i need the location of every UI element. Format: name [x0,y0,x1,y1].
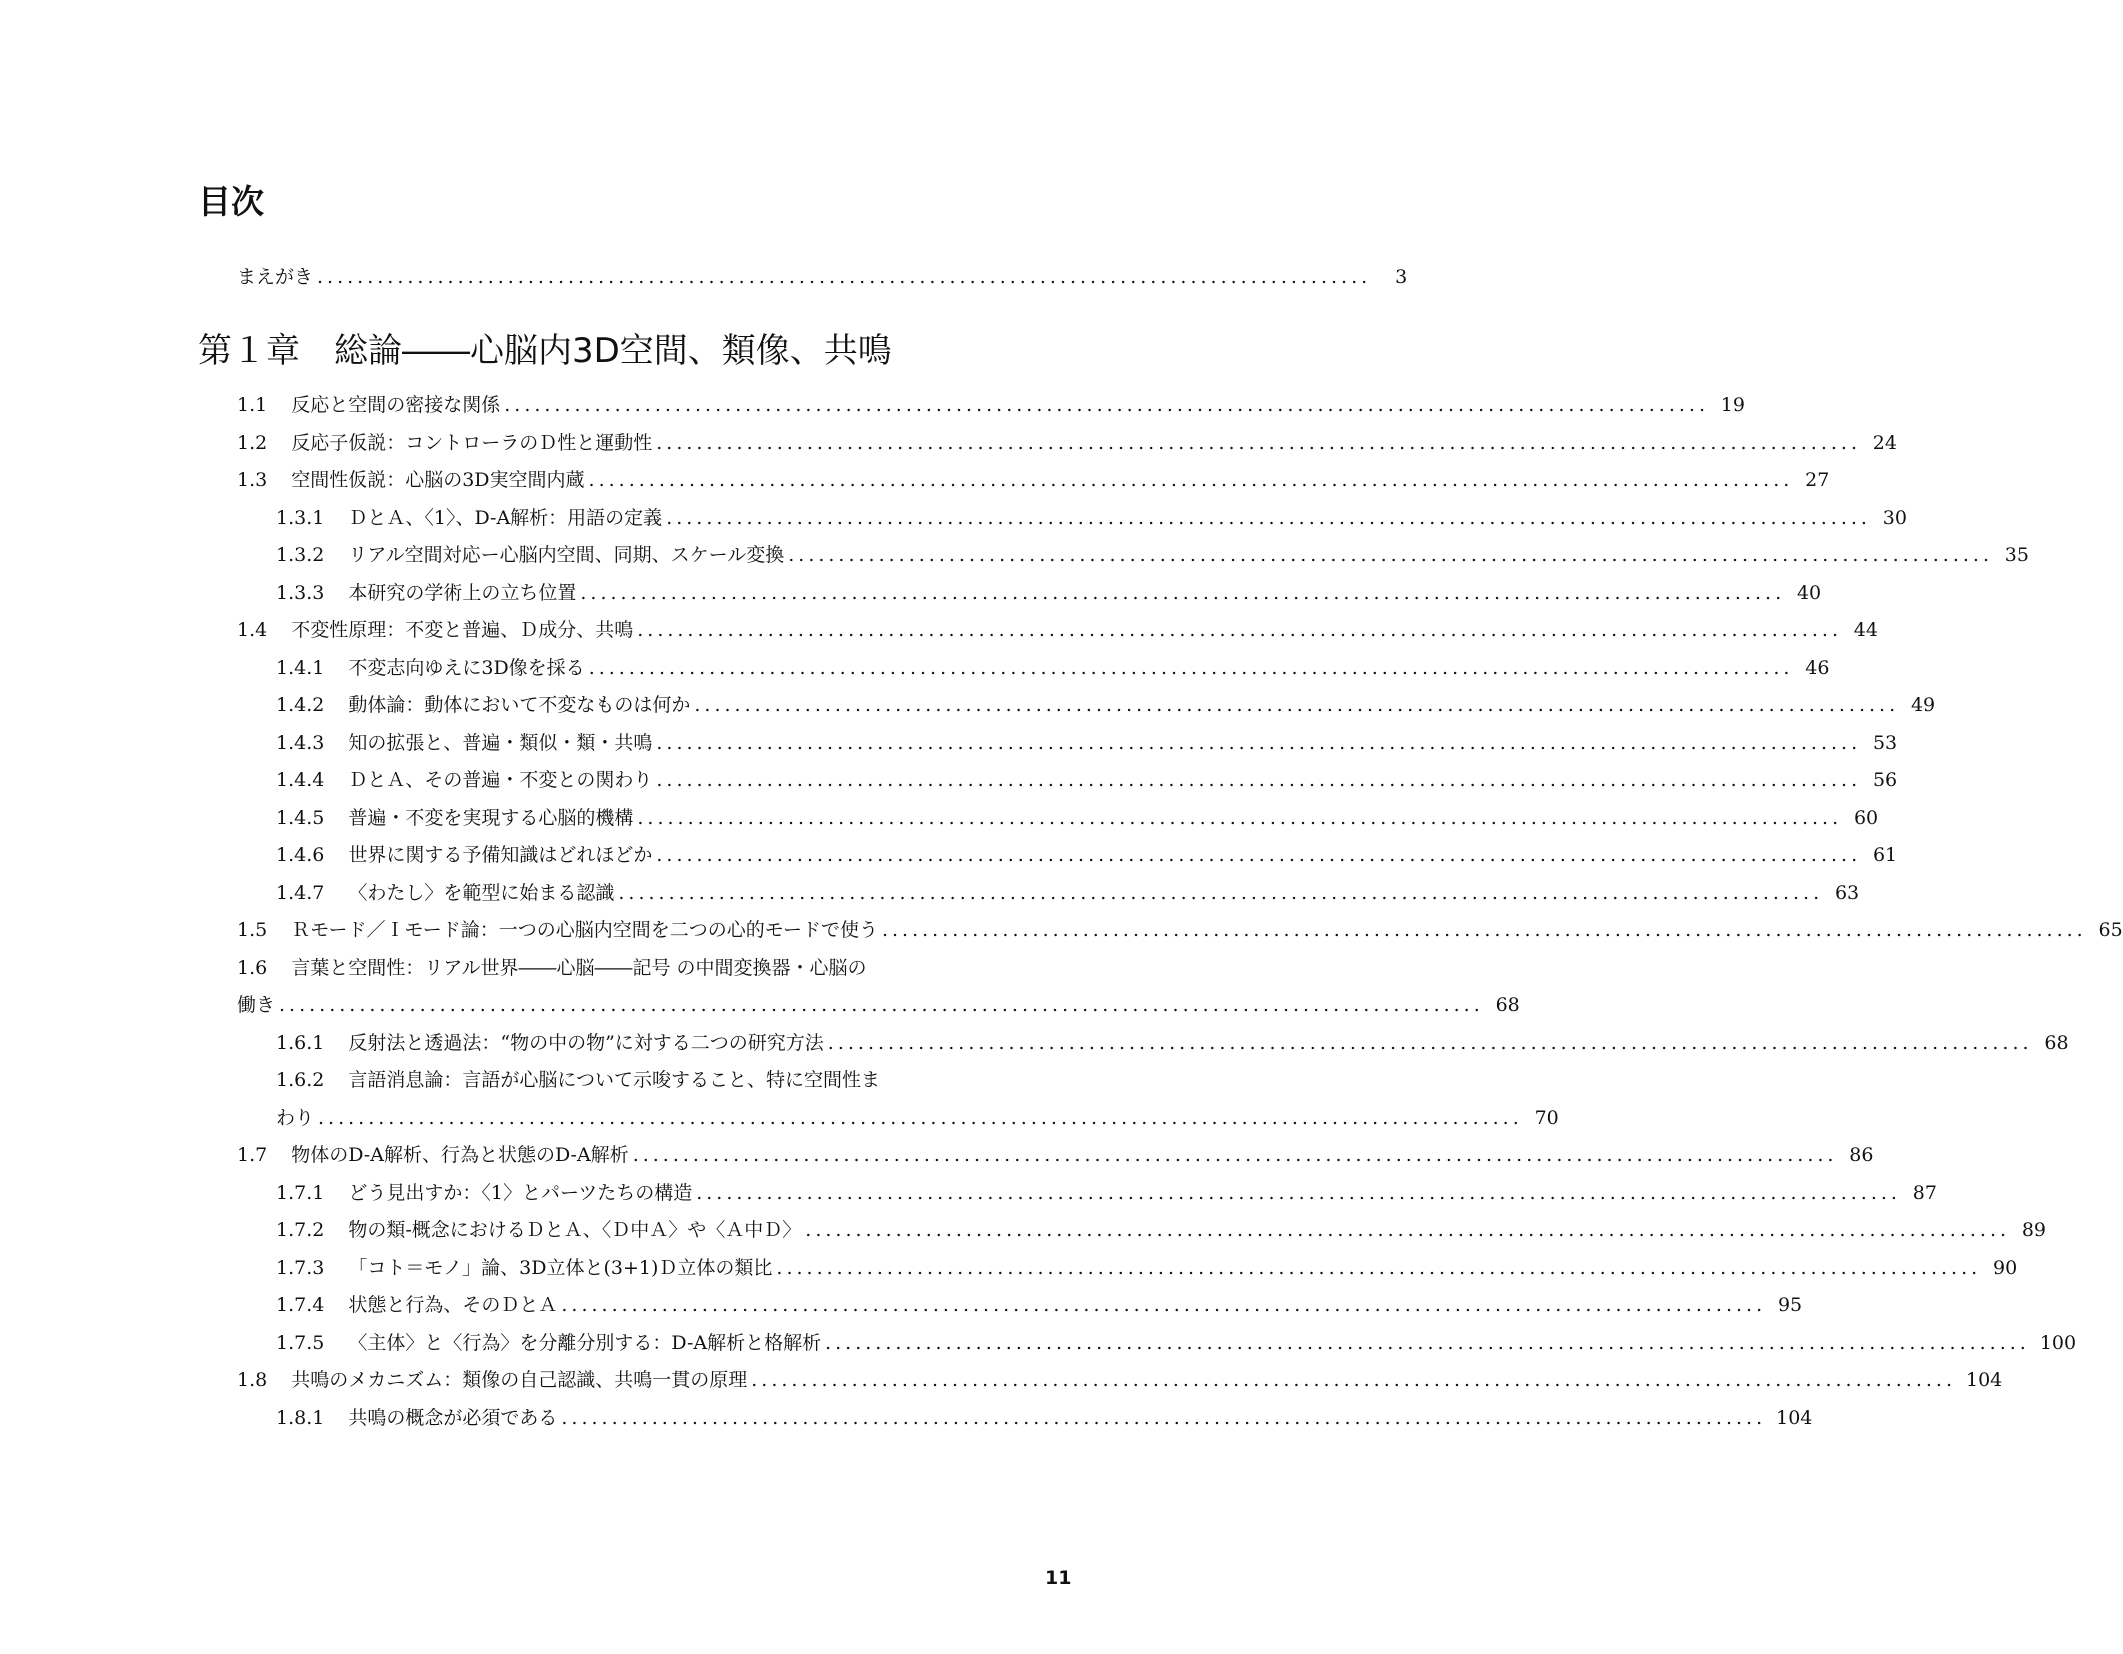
page-heading: 目次 [198,182,264,221]
dot-leader: ........................................................................................................................ [751,1369,1956,1391]
toc-link-1-4-5[interactable] [276,803,633,833]
toc-number: 1.4 [237,619,268,641]
toc-title: どう見出すか：〈1〉とパーツたちの構造 [348,1181,693,1204]
dot-leader: ........................................................................................................................ [504,394,1709,416]
dot-leader: ........................................................................................................................ [588,656,1794,679]
toc-entry-1-2 [237,428,1897,458]
toc-title: 〈わたし〉を範型に始まる認識 [348,881,615,904]
toc-title: リアル空間対応ー心脳内空間、同期、スケール変換 [348,544,785,566]
toc-link-1-8-1[interactable] [276,1403,557,1433]
chapter-title-link[interactable]: 第１章 総論――心脳内3D空間、類像、共鳴 [198,331,892,371]
toc-number: 1.4.7 [276,881,325,904]
toc-number: 1.1 [237,394,268,416]
toc-page-number: 70 [1534,1106,1559,1129]
toc-link-1-7[interactable] [237,1140,629,1170]
toc-entry-1-3-1 [276,503,1907,533]
toc-page-number: 35 [2004,544,2029,566]
toc-link-1-4-4[interactable] [276,765,652,795]
toc-number: 1.3.3 [276,581,325,604]
dot-leader: ........................................................................................................................ [827,1031,2033,1054]
dot-leader: ........................................................................................................................ [561,1406,1767,1429]
dot-leader: ........................................................................................................................ [632,1144,1838,1166]
toc-page-number: 49 [1910,694,1936,716]
toc-entry-1-4-7 [276,878,1860,908]
dot-leader: ........................................................................................................................ [656,731,1862,754]
toc-link-1-7-5[interactable] [276,1328,821,1358]
toc-title: ＤとＡ、その普遍・不変との関わり [348,769,653,791]
toc-title: 動体論：動体において不変なものは何か [348,694,691,716]
toc-entry-1-4 [237,615,1878,645]
toc-title: 〈主体〉と〈行為〉を分離分別する：D-A解析と格解析 [348,1331,822,1354]
toc-page-number: 65 [2098,919,2123,941]
toc-page-number: 63 [1834,881,1860,904]
toc-title: 空間性仮説：心脳の3D実空間内蔵 [291,469,585,491]
toc-number: 1.6.1 [276,1031,325,1054]
toc-page-number: 56 [1872,769,1898,791]
toc-link-1-7-3[interactable] [276,1253,772,1283]
dot-leader: ........................................................................................................................ [279,994,1484,1016]
toc-number: 1.8 [237,1369,268,1391]
toc-number: 1.7.4 [276,1294,325,1316]
toc-number: 1.5 [237,919,268,941]
toc-page-number: 86 [1849,1144,1874,1166]
toc-link-1-4[interactable] [237,615,633,645]
toc-title: 状態と行為、そのＤとＡ [348,1294,558,1316]
toc-link-1-1[interactable] [237,390,500,420]
toc-link-1-7-2[interactable] [276,1215,801,1245]
toc-title: 反応と空間の密接な関係 [291,394,501,416]
toc-number: 1.3.2 [276,544,325,566]
toc-link-1-6-1[interactable] [276,1028,824,1058]
toc-page-number: 68 [1495,994,1520,1016]
toc-entry-1-1 [237,390,1745,420]
toc-entry-1-3-2 [276,540,2029,570]
toc-link-1-4-7[interactable] [276,878,614,908]
dot-leader: ........................................................................................................................ [696,1181,1901,1204]
toc-link-1-4-2[interactable] [276,690,690,720]
toc-number: 1.7.1 [276,1181,325,1204]
toc-number: 1.4.3 [276,731,325,754]
toc-page-number: 61 [1872,844,1898,866]
toc-number: 1.4.4 [276,769,325,791]
toc-entry-1-7-1 [276,1178,1937,1208]
dot-leader: ........................................................................................................................ [656,844,1862,866]
toc-number: 1.7.5 [276,1331,325,1354]
toc-link-1-6-2[interactable] [276,1069,880,1091]
dot-leader: ........................................................................................................................ [805,1219,2011,1241]
dot-leader: ........................................................................................................................ [318,1106,1523,1129]
toc-entry-1-3-3 [276,578,1822,608]
toc-title: 反応子仮説：コントローラのＤ性と運動性 [291,431,653,454]
toc-number: 1.7.2 [276,1219,325,1241]
toc-link-1-3[interactable] [237,465,585,495]
toc-number: 1.4.2 [276,694,325,716]
toc-page-number: 68 [2044,1031,2069,1054]
toc-number: 1.7.3 [276,1256,325,1279]
toc-title: 物体のD-A解析、行為と状態のD-A解析 [291,1144,629,1166]
toc-title: 物の類-概念におけるＤとＡ、〈Ｄ中Ａ〉や〈Ａ中Ｄ〉 [348,1219,802,1241]
toc-link-1-8[interactable] [237,1365,747,1395]
toc-page-number: 104 [1776,1406,1813,1429]
toc-page-number: 44 [1853,619,1878,641]
toc-page-number: 24 [1872,431,1897,454]
toc-entry-1-7-2 [276,1215,2047,1245]
toc-title: 不変志向ゆえに3D像を採る [348,656,585,679]
dot-leader: ........................................................................................................................ [666,506,1871,529]
dot-leader: ........................................................................................................................ [881,919,2087,941]
toc-number: 1.6 [237,956,268,979]
dot-leader: ........................................................................................................................ [776,1256,1982,1279]
toc-entry-1-4-6 [276,840,1898,870]
toc-link-1-4-6[interactable] [276,840,652,870]
toc-number: 1.3 [237,469,268,491]
toc-page-number: 89 [2021,1219,2047,1241]
toc-entry-1-7-5 [276,1328,2077,1358]
dot-leader: ........................................................................................................................ [656,431,1861,454]
toc-link-1-4-1[interactable] [276,653,585,683]
toc-entry-1-4-4 [276,765,1898,795]
toc-entry-1-7-4 [276,1290,1803,1320]
toc-page-number: 53 [1872,731,1898,754]
toc-page-number: 60 [1853,806,1879,829]
toc-link-preface[interactable]: まえがき [237,266,314,288]
toc-title: 世界に関する予備知識はどれほどか [348,844,653,866]
toc-page-number: 87 [1912,1181,1937,1204]
toc-number: 1.2 [237,431,268,454]
toc-link-1-3-1[interactable] [276,503,662,533]
toc-page-number: 100 [2039,1331,2077,1354]
toc-entry-preface [237,262,1408,292]
toc-link-1-2[interactable] [237,428,652,458]
toc-link-1-3-3[interactable] [276,578,576,608]
toc-page-number: 19 [1720,394,1745,416]
dot-leader: ........................................................................................................................ [618,881,1824,904]
toc-entry-1-7-3 [276,1253,2018,1283]
toc-number: 1.4.5 [276,806,325,829]
toc-page-number: 30 [1882,506,1907,529]
dot-leader: ........................................................................................................................ [788,544,1993,566]
dot-leader: ........................................................................................................................ [588,469,1794,491]
toc-title: 本研究の学術上の立ち位置 [348,581,577,604]
toc-link-1-6-cont[interactable]: 働き [237,994,276,1016]
dot-leader: ........................................................................................................................ [637,619,1842,641]
toc-entry-1-8 [237,1365,2003,1395]
toc-link-1-3-2[interactable] [276,540,784,570]
toc-entry-1-4-5 [276,803,1879,833]
toc-entry-1-6-1 [276,1028,2069,1058]
toc-title: 共鳴の概念が必須である [348,1406,558,1429]
dot-leader: ........................................................................................................................ [580,581,1786,604]
toc-entry-1-7 [237,1140,1874,1170]
toc-number: 1.4.6 [276,844,325,866]
toc-page-number: 46 [1805,656,1830,679]
dot-leader: ........................................................................................................................ [825,1331,2030,1354]
toc-link-1-4-3[interactable] [276,728,652,758]
toc-link-1-7-4[interactable] [276,1290,557,1320]
toc-title: 反射法と透過法：“物の中の物”に対する二つの研究方法 [348,1031,824,1054]
toc-entry-continuation [276,1103,1559,1133]
toc-entry-1-4-1 [276,653,1830,683]
toc-entry-1-4-3 [276,728,1898,758]
toc-title: 「コト＝モノ」論、3D立体と(3+1)Ｄ立体の類比 [348,1256,773,1279]
toc-link-1-7-1[interactable] [276,1178,692,1208]
toc-entry-1-8-1 [276,1403,1813,1433]
toc-page-number: 95 [1777,1294,1803,1316]
dot-leader: ........................................................................................................................ [561,1294,1767,1316]
toc-title: ＤとＡ、〈1〉、D-A解析：用語の定義 [348,506,663,529]
toc-title: 言語消息論：言語が心脳について示唆すること、特に空間性ま [348,1069,880,1091]
dot-leader: ........................................................................................................................ [694,694,1900,716]
toc-link-1-5[interactable] [237,915,878,945]
toc-title: 共鳴のメカニズム：類像の自己認識、共鳴一貫の原理 [291,1369,748,1391]
dot-leader: ........................................................................................................................ [637,806,1843,829]
toc-title: 不変性原理：不変と普遍、Ｄ成分、共鳴 [291,619,634,641]
toc-entry-continuation [237,990,1520,1020]
toc-entry-1-3 [237,465,1830,495]
toc-page-number: 40 [1796,581,1822,604]
toc-page-number: 27 [1805,469,1830,491]
toc-entry-1-6-2 [276,1065,1042,1095]
toc-page-number: 90 [1992,1256,2018,1279]
toc-title: 知の拡張と、普遍・類似・類・共鳴 [348,731,653,754]
toc-entry-1-6 [237,953,1042,983]
toc-page-number: 104 [1965,1369,2003,1391]
toc-title: Ｒモード／Ｉモード論：一つの心脳内空間を二つの心的モードで使う [291,919,878,941]
toc-title: 普遍・不変を実現する心脳的機構 [348,806,634,829]
toc-number: 1.3.1 [276,506,325,529]
toc-entry-1-5 [237,915,2123,945]
page-folio: 11 [1045,1567,1072,1589]
toc-title: 言葉と空間性：リアル世界――心脳――記号 の中間変換器・心脳の [291,956,867,979]
toc-number: 1.6.2 [276,1069,325,1091]
dot-leader: ......................................................................................................... [317,266,1372,288]
toc-number: 1.4.1 [276,656,325,679]
toc-link-1-6[interactable] [237,957,867,979]
toc-number: 1.8.1 [276,1406,325,1429]
toc-link-1-6-2-cont[interactable]: わり [276,1106,315,1129]
toc-entry-1-4-2 [276,690,1936,720]
dot-leader: ........................................................................................................................ [656,769,1862,791]
toc-number: 1.7 [237,1144,268,1166]
toc-page-number: 3 [1395,266,1408,288]
